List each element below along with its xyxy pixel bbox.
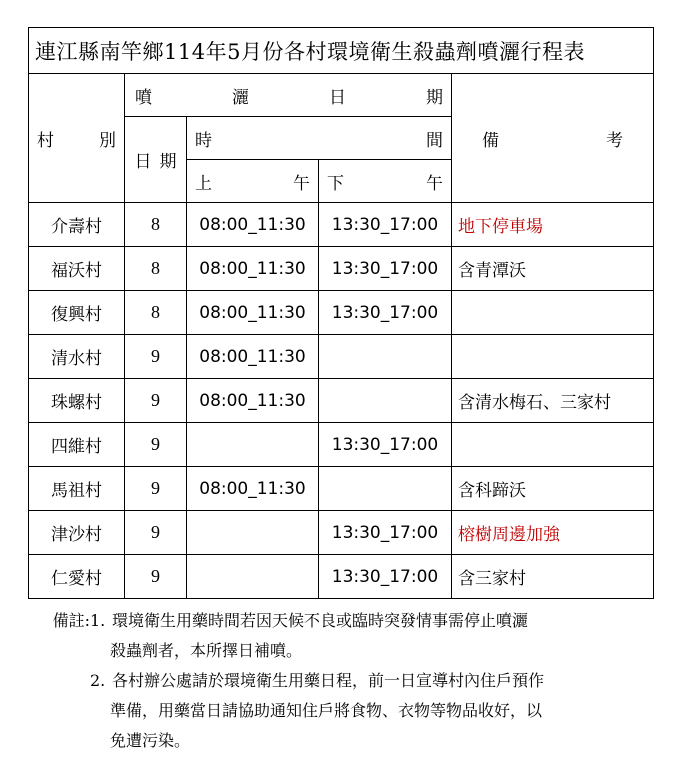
header-spray-date: 噴 灑 日 期 bbox=[125, 74, 452, 117]
note-cell bbox=[452, 423, 654, 467]
note-2-number: 2. bbox=[90, 671, 106, 690]
note-cell: 含清水梅石、三家村 bbox=[452, 379, 654, 423]
table-row bbox=[29, 203, 654, 247]
note-1-number: 1. bbox=[90, 611, 106, 630]
note-1-line-2: 殺蟲劑者，本所擇日補噴。 bbox=[110, 641, 303, 660]
village-cell: 馬祖村 bbox=[29, 467, 125, 511]
pm-time-cell bbox=[319, 335, 452, 379]
date-cell: 9 bbox=[125, 423, 187, 467]
table-row bbox=[29, 379, 654, 423]
village-cell: 四維村 bbox=[29, 423, 125, 467]
pm-time-cell: 13:30_17:00 bbox=[319, 247, 452, 291]
date-cell: 9 bbox=[125, 467, 187, 511]
pm-time-cell: 13:30_17:00 bbox=[319, 511, 452, 555]
note-cell: 地下停車場 bbox=[452, 203, 654, 247]
village-cell: 仁愛村 bbox=[29, 555, 125, 599]
table-row bbox=[29, 335, 654, 379]
am-time-cell: 08:00_11:30 bbox=[187, 467, 319, 511]
pm-time-cell: 13:30_17:00 bbox=[319, 291, 452, 335]
pm-time-cell bbox=[319, 467, 452, 511]
table-row bbox=[29, 555, 654, 599]
table-row bbox=[29, 511, 654, 555]
note-2-line-1: 各村辦公處請於環境衛生用藥日程，前一日宣導村內住戶預作 bbox=[112, 671, 545, 690]
header-date: 日 期 bbox=[125, 117, 187, 203]
header-remark: 備 考 bbox=[452, 74, 654, 203]
pm-time-cell: 13:30_17:00 bbox=[319, 203, 452, 247]
am-time-cell: 08:00_11:30 bbox=[187, 247, 319, 291]
date-cell: 9 bbox=[125, 511, 187, 555]
table-row bbox=[29, 247, 654, 291]
am-time-cell bbox=[187, 423, 319, 467]
schedule-table bbox=[28, 27, 654, 599]
village-cell: 津沙村 bbox=[29, 511, 125, 555]
am-time-cell: 08:00_11:30 bbox=[187, 203, 319, 247]
notes-label: 備註: bbox=[52, 611, 90, 630]
village-cell: 清水村 bbox=[29, 335, 125, 379]
am-time-cell: 08:00_11:30 bbox=[187, 335, 319, 379]
village-cell: 介壽村 bbox=[29, 203, 125, 247]
note-cell bbox=[452, 291, 654, 335]
page-title: 連江縣南竿鄉114年5月份各村環境衛生殺蟲劑噴灑行程表 bbox=[29, 28, 654, 74]
village-cell: 珠螺村 bbox=[29, 379, 125, 423]
note-cell: 含科蹄沃 bbox=[452, 467, 654, 511]
table-row bbox=[29, 467, 654, 511]
date-cell: 8 bbox=[125, 203, 187, 247]
header-am: 上 午 bbox=[187, 160, 319, 203]
am-time-cell: 08:00_11:30 bbox=[187, 379, 319, 423]
header-village: 村 別 bbox=[29, 74, 125, 203]
table-row bbox=[29, 291, 654, 335]
village-cell: 復興村 bbox=[29, 291, 125, 335]
village-cell: 福沃村 bbox=[29, 247, 125, 291]
header-pm: 下 午 bbox=[319, 160, 452, 203]
note-cell: 榕樹周邊加強 bbox=[452, 511, 654, 555]
pm-time-cell: 13:30_17:00 bbox=[319, 423, 452, 467]
pm-time-cell: 13:30_17:00 bbox=[319, 555, 452, 599]
footnotes bbox=[28, 606, 653, 756]
note-1-line-1: 環境衛生用藥時間若因天候不良或臨時突發情事需停止噴灑 bbox=[112, 611, 529, 630]
note-cell bbox=[452, 335, 654, 379]
header-time: 時 間 bbox=[187, 117, 452, 160]
note-2-line-3: 免遭污染。 bbox=[110, 731, 191, 750]
schedule-document bbox=[28, 27, 653, 756]
date-cell: 9 bbox=[125, 555, 187, 599]
table-row bbox=[29, 423, 654, 467]
pm-time-cell bbox=[319, 379, 452, 423]
note-cell: 含青潭沃 bbox=[452, 247, 654, 291]
am-time-cell: 08:00_11:30 bbox=[187, 291, 319, 335]
date-cell: 9 bbox=[125, 379, 187, 423]
note-cell: 含三家村 bbox=[452, 555, 654, 599]
date-cell: 8 bbox=[125, 291, 187, 335]
am-time-cell bbox=[187, 555, 319, 599]
date-cell: 9 bbox=[125, 335, 187, 379]
date-cell: 8 bbox=[125, 247, 187, 291]
am-time-cell bbox=[187, 511, 319, 555]
note-2-line-2: 準備，用藥當日請協助通知住戶將食物、衣物等物品收好，以 bbox=[110, 701, 543, 720]
